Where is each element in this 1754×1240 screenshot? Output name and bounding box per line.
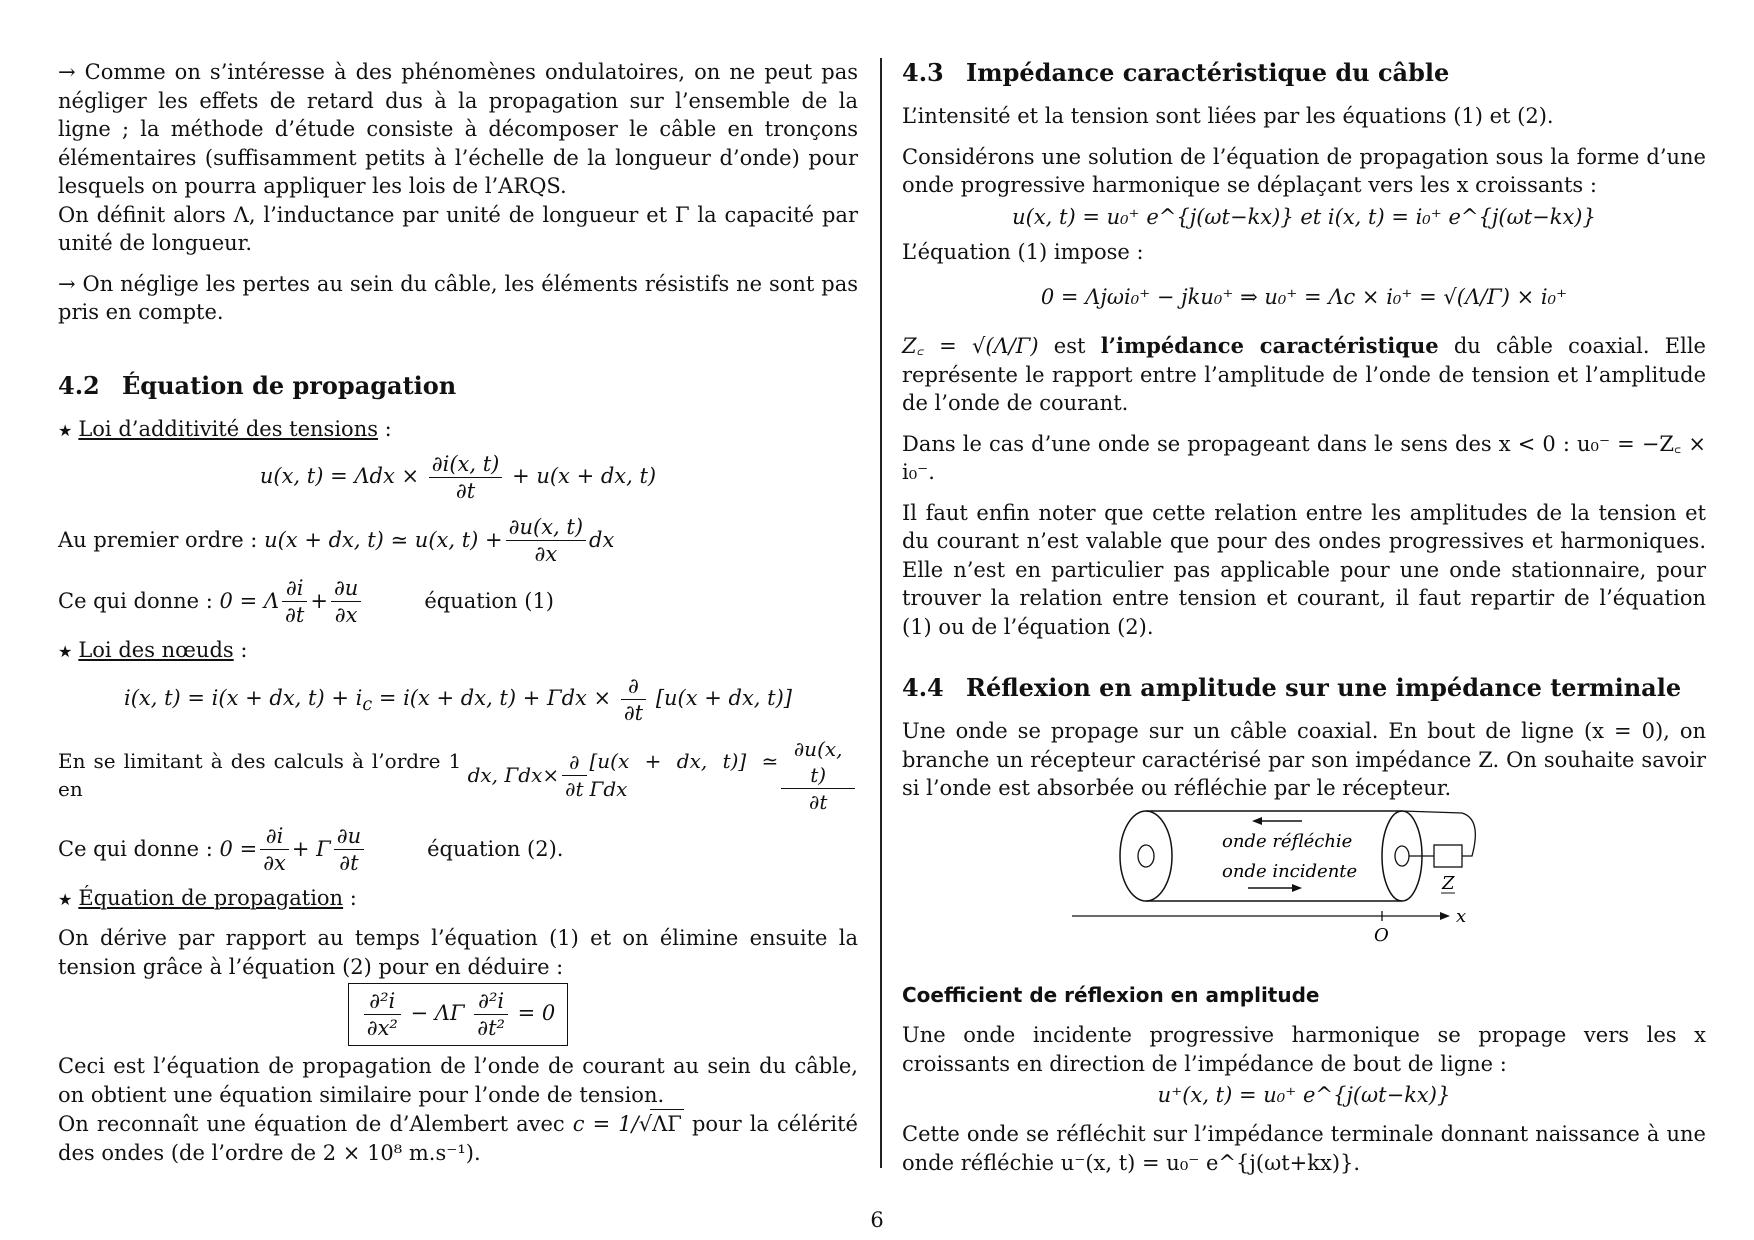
load-impedance-box (1434, 845, 1462, 867)
section-title: Équation de propagation (122, 370, 457, 400)
denominator: ∂x (334, 603, 358, 627)
equation (58, 451, 858, 504)
subscript: c (362, 694, 373, 715)
paragraph: → Comme on s’intéresse à des phénomènes ondulatoires, on ne peut pas négliger les effets de retard dus à la propagation sur l’ensemble de la ligne ; la méthode d’étude consiste à décomposer le câble en tronçons élémentaires (suffisamment petits à l’échelle de la longueur d’onde) pour lesquels on pourra appliquer les lois de l’ARQS. (58, 60, 858, 198)
eq-part: − ΛΓ (410, 1001, 465, 1025)
numerator: ∂²i (364, 988, 401, 1015)
cable-left-end (1120, 811, 1172, 901)
numerator: ∂ (621, 673, 646, 700)
denominator: ∂x (534, 542, 558, 566)
right-column (902, 58, 1706, 1177)
paragraph: Une onde incidente progressive harmonique se propage vers les x croissants en direction de l’impédance de bout de ligne : (902, 1023, 1706, 1076)
paragraph: Une onde se propage sur un câble coaxial. En bout de ligne (x = 0), on branche un récepteur caractérisé par son impédance Z. On souhaite savoir si l’onde est absorbée ou réfléchie par le récepteur. (902, 719, 1706, 800)
equation-label: équation (2). (427, 836, 564, 861)
numerator: ∂i (260, 823, 289, 850)
paragraph: Il faut enfin noter que cette relation entre les amplitudes de la tension et du courant n’est valable que pour des ondes progressives et harmoniques. Elle n’est en particulier pas applicable pour une onde stationnaire, pour trouver la relation entre tension et courant, il faut repartir de l’équation (1) ou de l’équation (2). (902, 500, 1706, 639)
eq-part: = 0 (517, 1001, 556, 1025)
eq-part: Γdx× (504, 762, 560, 787)
law-heading: ★ Loi d’additivité des tensions : (58, 416, 392, 441)
paragraph: Considérons une solution de l’équation de propagation sous la forme d’une onde progressive harmonique se déplaçant vers les x croissants : (902, 144, 1706, 197)
numerator: ∂u(x, t) (506, 514, 586, 541)
fraction (474, 988, 508, 1041)
label: En se limitant à des calculs à l’ordre 1 en (58, 748, 462, 801)
denominator: ∂x² (366, 1016, 398, 1040)
numerator: ∂i(x, t) (429, 451, 503, 478)
math: Z꜀ = √(Λ/Γ) (902, 334, 1039, 358)
incident-arrowhead (1292, 884, 1302, 892)
left-column (58, 58, 858, 1167)
eq-part: = i(x + dx, t) + Γdx × (378, 685, 612, 710)
star-icon: ★ (58, 642, 73, 661)
denominator: ∂t (808, 789, 828, 814)
denominator: ∂t (623, 700, 644, 725)
equation-line (58, 514, 858, 567)
text: est (1053, 334, 1086, 358)
eq-part: i(x, t) = i(x + dx, t) + i (124, 685, 363, 710)
fraction (364, 988, 401, 1041)
law-heading: ★ Équation de propagation : (58, 885, 357, 910)
boxed-formula (348, 983, 569, 1046)
numerator: ∂u(x, t) (781, 736, 855, 789)
denominator: ∂t (285, 603, 305, 627)
equation: u(x, t) = u₀⁺ e^{j(ωt−kx)} et i(x, t) = i₀⁺ e^{j(ωt−kx)} (1012, 204, 1596, 229)
section-heading (58, 371, 858, 401)
numerator: ∂i (282, 575, 307, 602)
eq-part: + Γ (291, 836, 331, 861)
fraction (334, 823, 364, 876)
paragraph: Ceci est l’équation de propagation de l’onde de courant au sein du câble, on obtient une équation similaire pour l’onde de tension. (58, 1054, 858, 1107)
fraction (282, 575, 307, 628)
reflected-arrowhead (1252, 817, 1262, 825)
sqrt-content: ΛΓ (650, 1109, 684, 1139)
eq-part: [u(x + dx, t)] ≃ Γdx (589, 748, 779, 801)
denominator: ∂t² (477, 1016, 505, 1040)
numerator: ∂ (562, 749, 586, 776)
denominator: ∂t (455, 479, 476, 503)
section-number: 4.2 (58, 370, 100, 400)
numerator: ∂²i (474, 988, 508, 1015)
paragraph (902, 332, 1706, 418)
column-divider (880, 58, 882, 1168)
paragraph: → On néglige les pertes au sein du câble, les éléments résistifs ne sont pas pris en compte. (58, 271, 858, 324)
numerator: ∂u (334, 823, 364, 850)
inner-conductor-left (1138, 845, 1154, 867)
equation: 0 = Λjωi₀⁺ − jku₀⁺ ⇒ u₀⁺ = Λc × i₀⁺ = √(Λ/Γ) × i₀⁺ (1040, 285, 1568, 309)
section-title: Réflexion en amplitude sur une impédance terminale (966, 673, 1682, 702)
reflected-label: onde réfléchie (1222, 830, 1353, 852)
eq-part: 0 = Λ (219, 589, 280, 614)
fraction (562, 749, 586, 802)
subheading: Coefficient de réflexion en amplitude (902, 982, 1320, 1007)
paragraph: Cette onde se réfléchit sur l’impédance terminale donnant naissance à une onde réfléchie u⁻(x, t) = u₀⁻ e^{j(ωt+kx)}. (902, 1122, 1706, 1175)
numerator: ∂u (331, 575, 361, 602)
origin-label: O (1374, 924, 1389, 946)
inner-conductor-right (1395, 846, 1409, 866)
text: pour la célérité des ondes (de l’ordre de 2 × 10⁸ m.s⁻¹). (58, 1112, 858, 1165)
fraction (260, 823, 289, 876)
boxed-equation (58, 983, 858, 1046)
star-icon: ★ (58, 889, 73, 909)
math: c = 1/ (572, 1112, 639, 1136)
equation-line: Ce qui donne : 0 = $\frac{\partial i}{\partial x}$ + Γ $\frac{\partial u}{\partial t}$ équation (2). (58, 823, 564, 875)
fraction (621, 673, 646, 726)
paragraph: L’équation (1) impose : (902, 239, 1144, 264)
bold-term: l’impédance caractéristique (1100, 333, 1439, 358)
section-number: 4.4 (902, 673, 944, 702)
paragraph: On reconnaît une équation de d’Alembert avec c = 1/√ΛΓ pour la célérité des ondes (de l’ordre de 2 × 10⁸ m.s⁻¹). (58, 1109, 858, 1167)
denominator: ∂x (263, 850, 286, 875)
eq-part: [u(x + dx, t)] (655, 685, 792, 710)
text: du câble coaxial. Elle représente le rapport entre l’amplitude de l’onde de tension et l’amplitude de l’onde de courant. (902, 334, 1706, 415)
paragraph: On dérive par rapport au temps l’équation (1) et on élimine ensuite la tension grâce à l’équation (2) pour en déduire : (58, 926, 858, 979)
law-title: Équation de propagation (78, 885, 344, 910)
section-heading (902, 673, 1706, 703)
star-icon: ★ (58, 420, 73, 440)
x-axis-arrowhead (1440, 912, 1450, 920)
z-label: Z (1442, 872, 1455, 894)
eq-part: dx (589, 528, 615, 553)
fraction (506, 514, 586, 567)
label: Ce qui donne : (58, 589, 213, 614)
section-title: Impédance caractéristique du câble (966, 58, 1450, 87)
law-title: Loi d’additivité des tensions (78, 416, 378, 441)
page-number: 6 (870, 1208, 884, 1232)
denominator: ∂t (565, 776, 584, 801)
denominator: ∂t (339, 850, 359, 875)
law-heading: ★ Loi des nœuds : (58, 638, 248, 662)
eq-part: u(x + dx, t) ≃ u(x, t) + (264, 528, 503, 553)
law-title: Loi des nœuds (78, 638, 234, 662)
paragraph: L’intensité et la tension sont liées par les équations (1) et (2). (902, 104, 1554, 128)
equation-label: équation (1) (424, 589, 555, 614)
eq-part: u(x, t) = Λdx × (259, 464, 420, 488)
eq-part: dx, (467, 762, 499, 787)
eq-part: + u(x + dx, t) (512, 464, 657, 488)
label: Au premier ordre : (58, 528, 258, 553)
fraction (429, 451, 503, 504)
paragraph: On définit alors Λ, l’inductance par unité de longueur et Γ la capacité par unité de longueur. (58, 202, 858, 255)
equation (58, 673, 858, 726)
section-number: 4.3 (902, 58, 944, 87)
incident-label: onde incidente (1222, 860, 1358, 882)
text: On reconnaît une équation de d’Alembert avec (58, 1112, 565, 1136)
fraction (331, 575, 361, 628)
equation-line (58, 736, 858, 815)
equation-line: Ce qui donne : 0 = Λ $\frac{\partial i}{\partial t}$ + $\frac{\partial u}{\partial x}$ équation (1) (58, 576, 555, 627)
fraction (781, 736, 855, 815)
equation: u⁺(x, t) = u₀⁺ e^{j(ωt−kx)} (1157, 1083, 1451, 1107)
section-heading (902, 58, 1706, 88)
label: Ce qui donne : (58, 836, 213, 861)
paragraph: Dans le cas d’une onde se propageant dans le sens des x < 0 : u₀⁻ = −Z꜀ × i₀⁻. (902, 431, 1706, 484)
x-label: x (1456, 905, 1467, 927)
coaxial-cable-diagram (1062, 809, 1502, 949)
